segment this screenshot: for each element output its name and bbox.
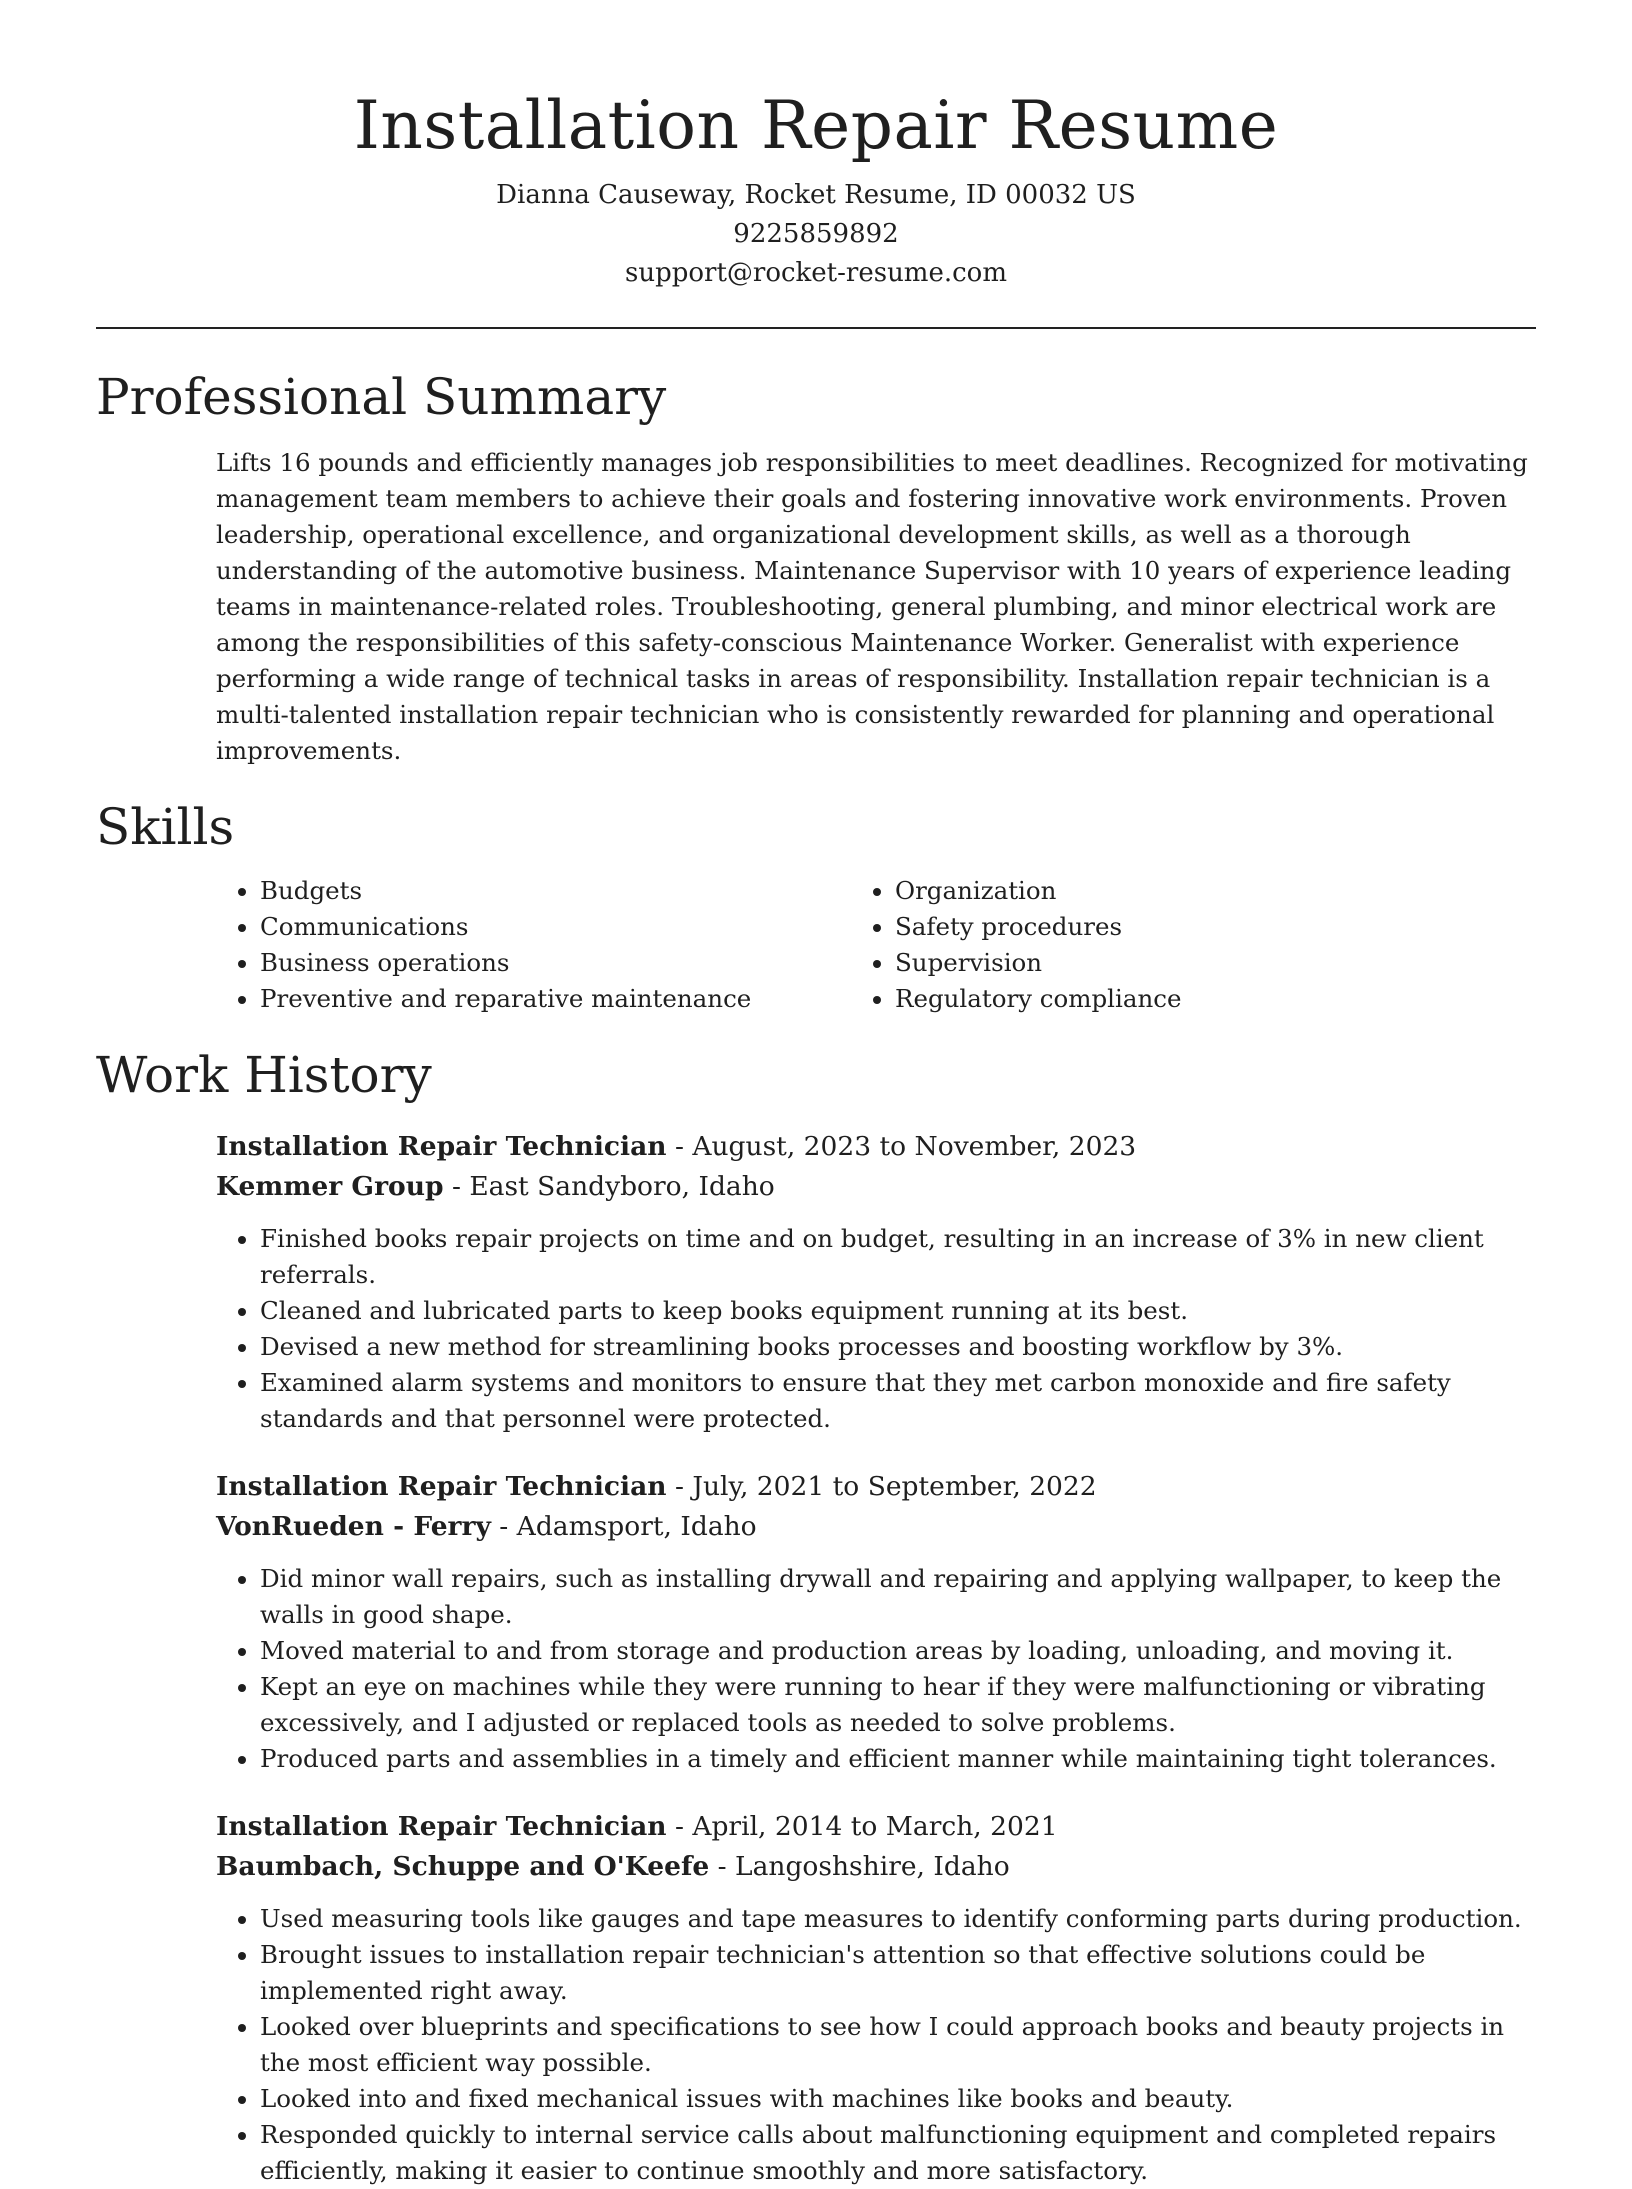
job-bullet: • Produced parts and assemblies in a timely and efficient manner while maintaining tight tolerances. — [260, 1741, 1536, 1777]
skill-item: • Business operations — [260, 945, 901, 981]
skill-item: • Preventive and reparative maintenance — [260, 981, 901, 1017]
job-bullet: • Devised a new method for streamlining books processes and boosting workflow by 3%. — [260, 1329, 1536, 1365]
job-bullet: • Brought issues to installation repair technician's attention so that effective solutions could be implemented right away. — [260, 1937, 1536, 2009]
contact-info — [96, 176, 1536, 293]
job-company: Kemmer Group — [216, 1171, 444, 1202]
work-history-heading: Work History — [96, 1046, 432, 1104]
skill-item: • Organization — [895, 873, 1536, 909]
contact-phone: 9225859892 — [733, 219, 899, 249]
skill-item: • Safety procedures — [895, 909, 1536, 945]
job-bullet: • Responded quickly to internal service calls about malfunctioning equipment and completed repairs efficiently, making it easier to continue smoothly and more satisfactory. — [260, 2117, 1536, 2189]
job-company-line — [216, 1167, 1536, 1207]
job-bullet: • Kept an eye on machines while they were running to hear if they were malfunctioning or vibrating excessively, and I adjusted or replaced tools as needed to solve problems. — [260, 1669, 1536, 1741]
job-bullets — [216, 1561, 1536, 1777]
resume-header — [96, 0, 1536, 293]
job-bullet: • Did minor wall repairs, such as installing drywall and repairing and applying wallpaper, to keep the walls in good shape. — [260, 1561, 1536, 1633]
summary-heading: Professional Summary — [96, 368, 667, 426]
contact-email: support@rocket-resume.com — [624, 258, 1007, 288]
job-bullet: • Cleaned and lubricated parts to keep books equipment running at its best. — [260, 1293, 1536, 1329]
job-entry — [216, 1127, 1536, 1437]
skill-item: • Communications — [260, 909, 901, 945]
skill-item: • Supervision — [895, 945, 1536, 981]
job-company: Baumbach, Schuppe and O'Keefe — [216, 1851, 710, 1882]
job-dates: - April, 2014 to March, 2021 — [666, 1811, 1058, 1842]
skill-item: • Regulatory compliance — [895, 981, 1536, 1017]
job-location: - East Sandyboro, Idaho — [443, 1171, 775, 1202]
job-role-line — [216, 1467, 1536, 1507]
skills-column-left — [216, 873, 901, 1017]
job-bullet: • Examined alarm systems and monitors to ensure that they met carbon monoxide and fire safety standards and that personnel were protected. — [260, 1365, 1536, 1437]
resume-title: Installation Repair Resume — [353, 87, 1279, 164]
job-bullet: • Used measuring tools like gauges and tape measures to identify conforming parts during production. — [260, 1901, 1536, 1937]
header-divider — [96, 327, 1536, 329]
skills-list — [216, 873, 1536, 1017]
skill-item: • Budgets — [260, 873, 901, 909]
job-bullet: • Looked over blueprints and specifications to see how I could approach books and beauty projects in the most efficient way possible. — [260, 2009, 1536, 2081]
job-entry — [216, 1807, 1536, 2189]
job-company-line — [216, 1847, 1536, 1887]
job-role: Installation Repair Technician — [216, 1471, 667, 1502]
job-role: Installation Repair Technician — [216, 1131, 667, 1162]
job-bullet: • Finished books repair projects on time and on budget, resulting in an increase of 3% in new client referrals. — [260, 1221, 1536, 1293]
job-location: - Adamsport, Idaho — [490, 1511, 757, 1542]
job-bullets — [216, 1221, 1536, 1437]
skills-heading: Skills — [96, 798, 235, 856]
job-role-line — [216, 1127, 1536, 1167]
job-role-line — [216, 1807, 1536, 1847]
summary-text: Lifts 16 pounds and efficiently manages job responsibilities to meet deadlines. Recognized for motivating management team members to achieve their goals and fostering innovative work environments. Proven leadership, operational excellence, and organizational development skills, as well as a thorough understanding of the automotive business. Maintenance Supervisor with 10 years of experience leading teams in maintenance-related roles. Troubleshooting, general plumbing, and minor electrical work are among the responsibilities of this safety-conscious Maintenance Worker. Generalist with experience performing a wide range of technical tasks in areas of responsibility. Installation repair technician is a multi-talented installation repair technician who is consistently rewarded for planning and operational improvements. — [216, 448, 1528, 765]
job-company: VonRueden - Ferry — [216, 1511, 491, 1542]
job-bullets — [216, 1901, 1536, 2189]
job-dates: - August, 2023 to November, 2023 — [666, 1131, 1137, 1162]
job-bullet: • Looked into and fixed mechanical issues with machines like books and beauty. — [260, 2081, 1536, 2117]
job-role: Installation Repair Technician — [216, 1811, 667, 1842]
job-location: - Langoshshire, Idaho — [709, 1851, 1010, 1882]
skills-column-right — [895, 873, 1536, 1017]
job-entry — [216, 1467, 1536, 1777]
job-company-line — [216, 1507, 1536, 1547]
job-bullet: • Moved material to and from storage and production areas by loading, unloading, and moving it. — [260, 1633, 1536, 1669]
resume-page — [96, 0, 1536, 2189]
contact-address: Dianna Causeway, Rocket Resume, ID 00032 US — [496, 180, 1136, 210]
job-dates: - July, 2021 to September, 2022 — [666, 1471, 1097, 1502]
